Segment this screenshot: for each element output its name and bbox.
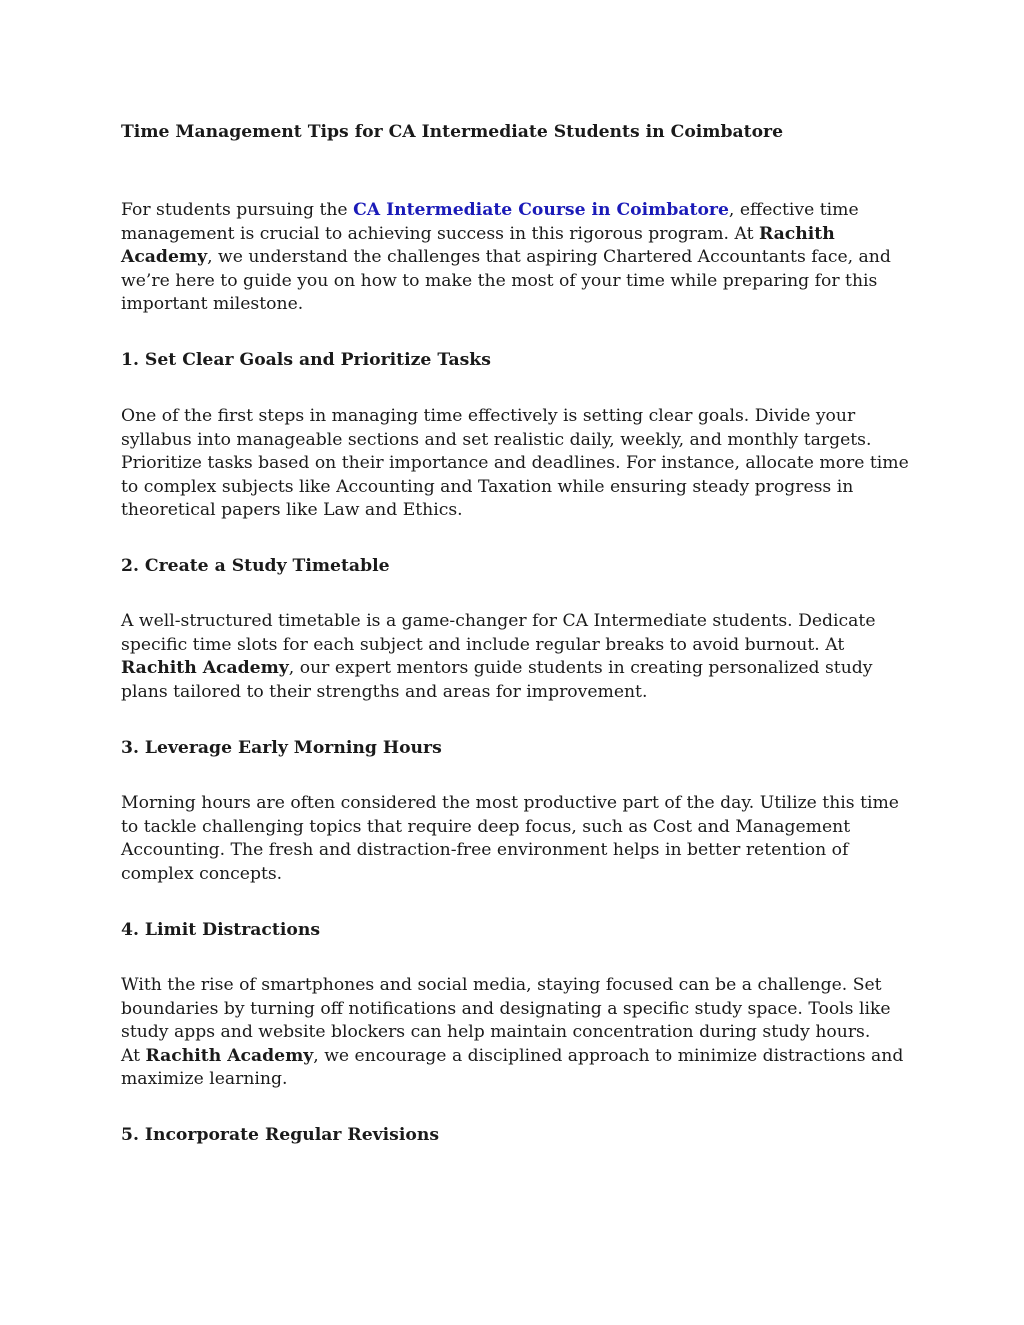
section-4-text-at: At (121, 1045, 146, 1066)
section-2-text-end: , our expert mentors guide students in creating personalized study plans tailored to their strengths and areas for improvement. (121, 658, 873, 702)
section-heading-5: 5. Incorporate Regular Revisions (121, 1125, 439, 1145)
section-2-brand-name: Rachith Academy (121, 658, 289, 678)
intro-text-end: , we understand the challenges that aspiring Chartered Accountants face, and we’re here to guide you on how to make the most of your time while preparing for this important milestone. (121, 247, 891, 314)
section-body-4 (121, 974, 911, 1092)
intro-paragraph (121, 199, 911, 317)
intro-text-start: For students pursuing the (121, 200, 354, 220)
section-body-3: Morning hours are often considered the most productive part of the day. Utilize this time to tackle challenging topics that require deep focus, such as Cost and Management Accounting. The fresh and distraction-free environment helps in better retention of complex concepts. (121, 793, 899, 884)
intro-brand-name: Rachith Academy (121, 223, 835, 267)
section-heading-1: 1. Set Clear Goals and Prioritize Tasks (121, 350, 491, 370)
document-title: Time Management Tips for CA Intermediate Students in Coimbatore (121, 122, 784, 142)
section-4-brand-name: Rachith Academy (145, 1045, 314, 1066)
ca-intermediate-course-link[interactable]: CA Intermediate Course in Coimbatore (353, 200, 729, 220)
section-heading-2: 2. Create a Study Timetable (121, 556, 390, 576)
section-body-1: One of the first steps in managing time effectively is setting clear goals. Divide your syllabus into manageable sections and set realistic daily, weekly, and monthly targets. Prioritize tasks based on their importance and deadlines. For instance, allocate more time to complex subjects like Accounting and Taxation while ensuring steady progress in theoretical papers like Law and Ethics. (121, 406, 909, 520)
section-2-text-start: A well-structured timetable is a game-changer for CA Intermediate students. Dedicate specific time slots for each subject and include regular breaks to avoid burnout. At (121, 611, 876, 655)
section-heading-3: 3. Leverage Early Morning Hours (121, 738, 442, 758)
section-heading-4: 4. Limit Distractions (121, 920, 320, 940)
section-4-text-end: , we encourage a disciplined approach to minimize distractions and maximize learning. (121, 1045, 904, 1089)
section-body-2 (121, 610, 911, 704)
section-4-text-start: With the rise of smartphones and social media, staying focused can be a challenge. Set boundaries by turning off notifications and designating a specific study space. Tools like study apps and website blockers can help maintain concentration during study hours. (121, 975, 891, 1042)
intro-text-middle: , effective time management is crucial to achieving success in this rigorous program. At (121, 200, 859, 244)
